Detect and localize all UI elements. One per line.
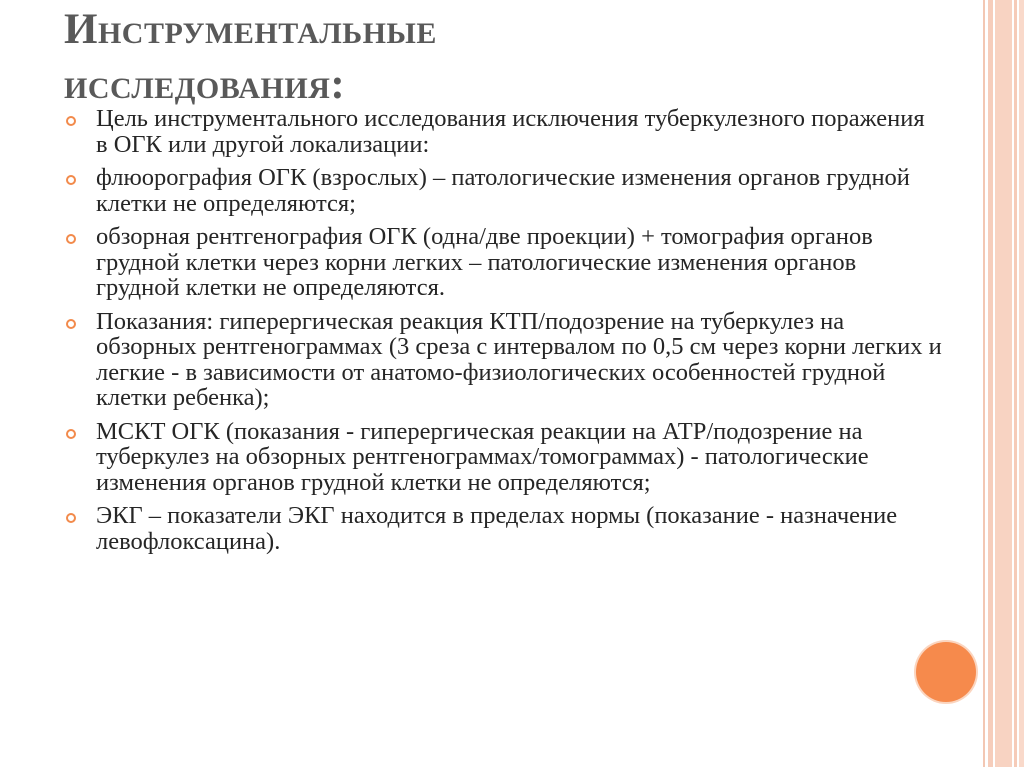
bullet-text: флюорография ОГК (взрослых) – патологические изменения органов грудной клетки не определяются;: [96, 164, 910, 217]
bullet-item: [62, 309, 942, 411]
slide-title: [64, 2, 944, 112]
circle-bullet-icon: [66, 513, 76, 523]
bullet-item: [62, 419, 942, 496]
orange-circle-decoration: [916, 642, 976, 702]
decorative-stripe: [983, 0, 985, 767]
bullet-item: [62, 503, 942, 554]
circle-bullet-icon: [66, 234, 76, 244]
title-line-2: исследования:: [64, 61, 346, 108]
bullet-text: Цель инструментального исследования исключения туберкулезного поражения в ОГК или другой локализации:: [96, 105, 925, 158]
bullet-text: МСКТ ОГК (показания - гиперергическая реакции на АТР/подозрение на туберкулез на обзорных рентгенограммах/томограммах) - патологические изменения органов грудной клетки не определяются;: [96, 417, 869, 496]
bullet-text: обзорная рентгенография ОГК (одна/две проекции) + томография органов грудной клетки через корни легких – патологические изменения органов грудной клетки не определяются.: [96, 223, 873, 301]
bullet-list: [62, 106, 942, 562]
bullet-text: Показания: гиперергическая реакция КТП/подозрение на туберкулез на обзорных рентгенограммах (3 среза с интервалом по 0,5 см через корни легких и легкие - в зависимости от анатомо-физиологических особенностей грудной клетки ребенка);: [96, 307, 942, 411]
decorative-stripe: [995, 0, 1012, 767]
decorative-stripe: [988, 0, 993, 767]
circle-bullet-icon: [66, 319, 76, 329]
bullet-item: [62, 224, 942, 301]
decorative-stripe: [1014, 0, 1017, 767]
title-line-1: Инструментальные: [64, 6, 437, 53]
bullet-text: ЭКГ – показатели ЭКГ находится в пределах нормы (показание - назначение левофлоксацина).: [96, 502, 898, 555]
circle-bullet-icon: [66, 116, 76, 126]
decorative-stripe: [1019, 0, 1024, 767]
circle-bullet-icon: [66, 175, 76, 185]
circle-bullet-icon: [66, 429, 76, 439]
bullet-item: [62, 106, 942, 157]
bullet-item: [62, 165, 942, 216]
